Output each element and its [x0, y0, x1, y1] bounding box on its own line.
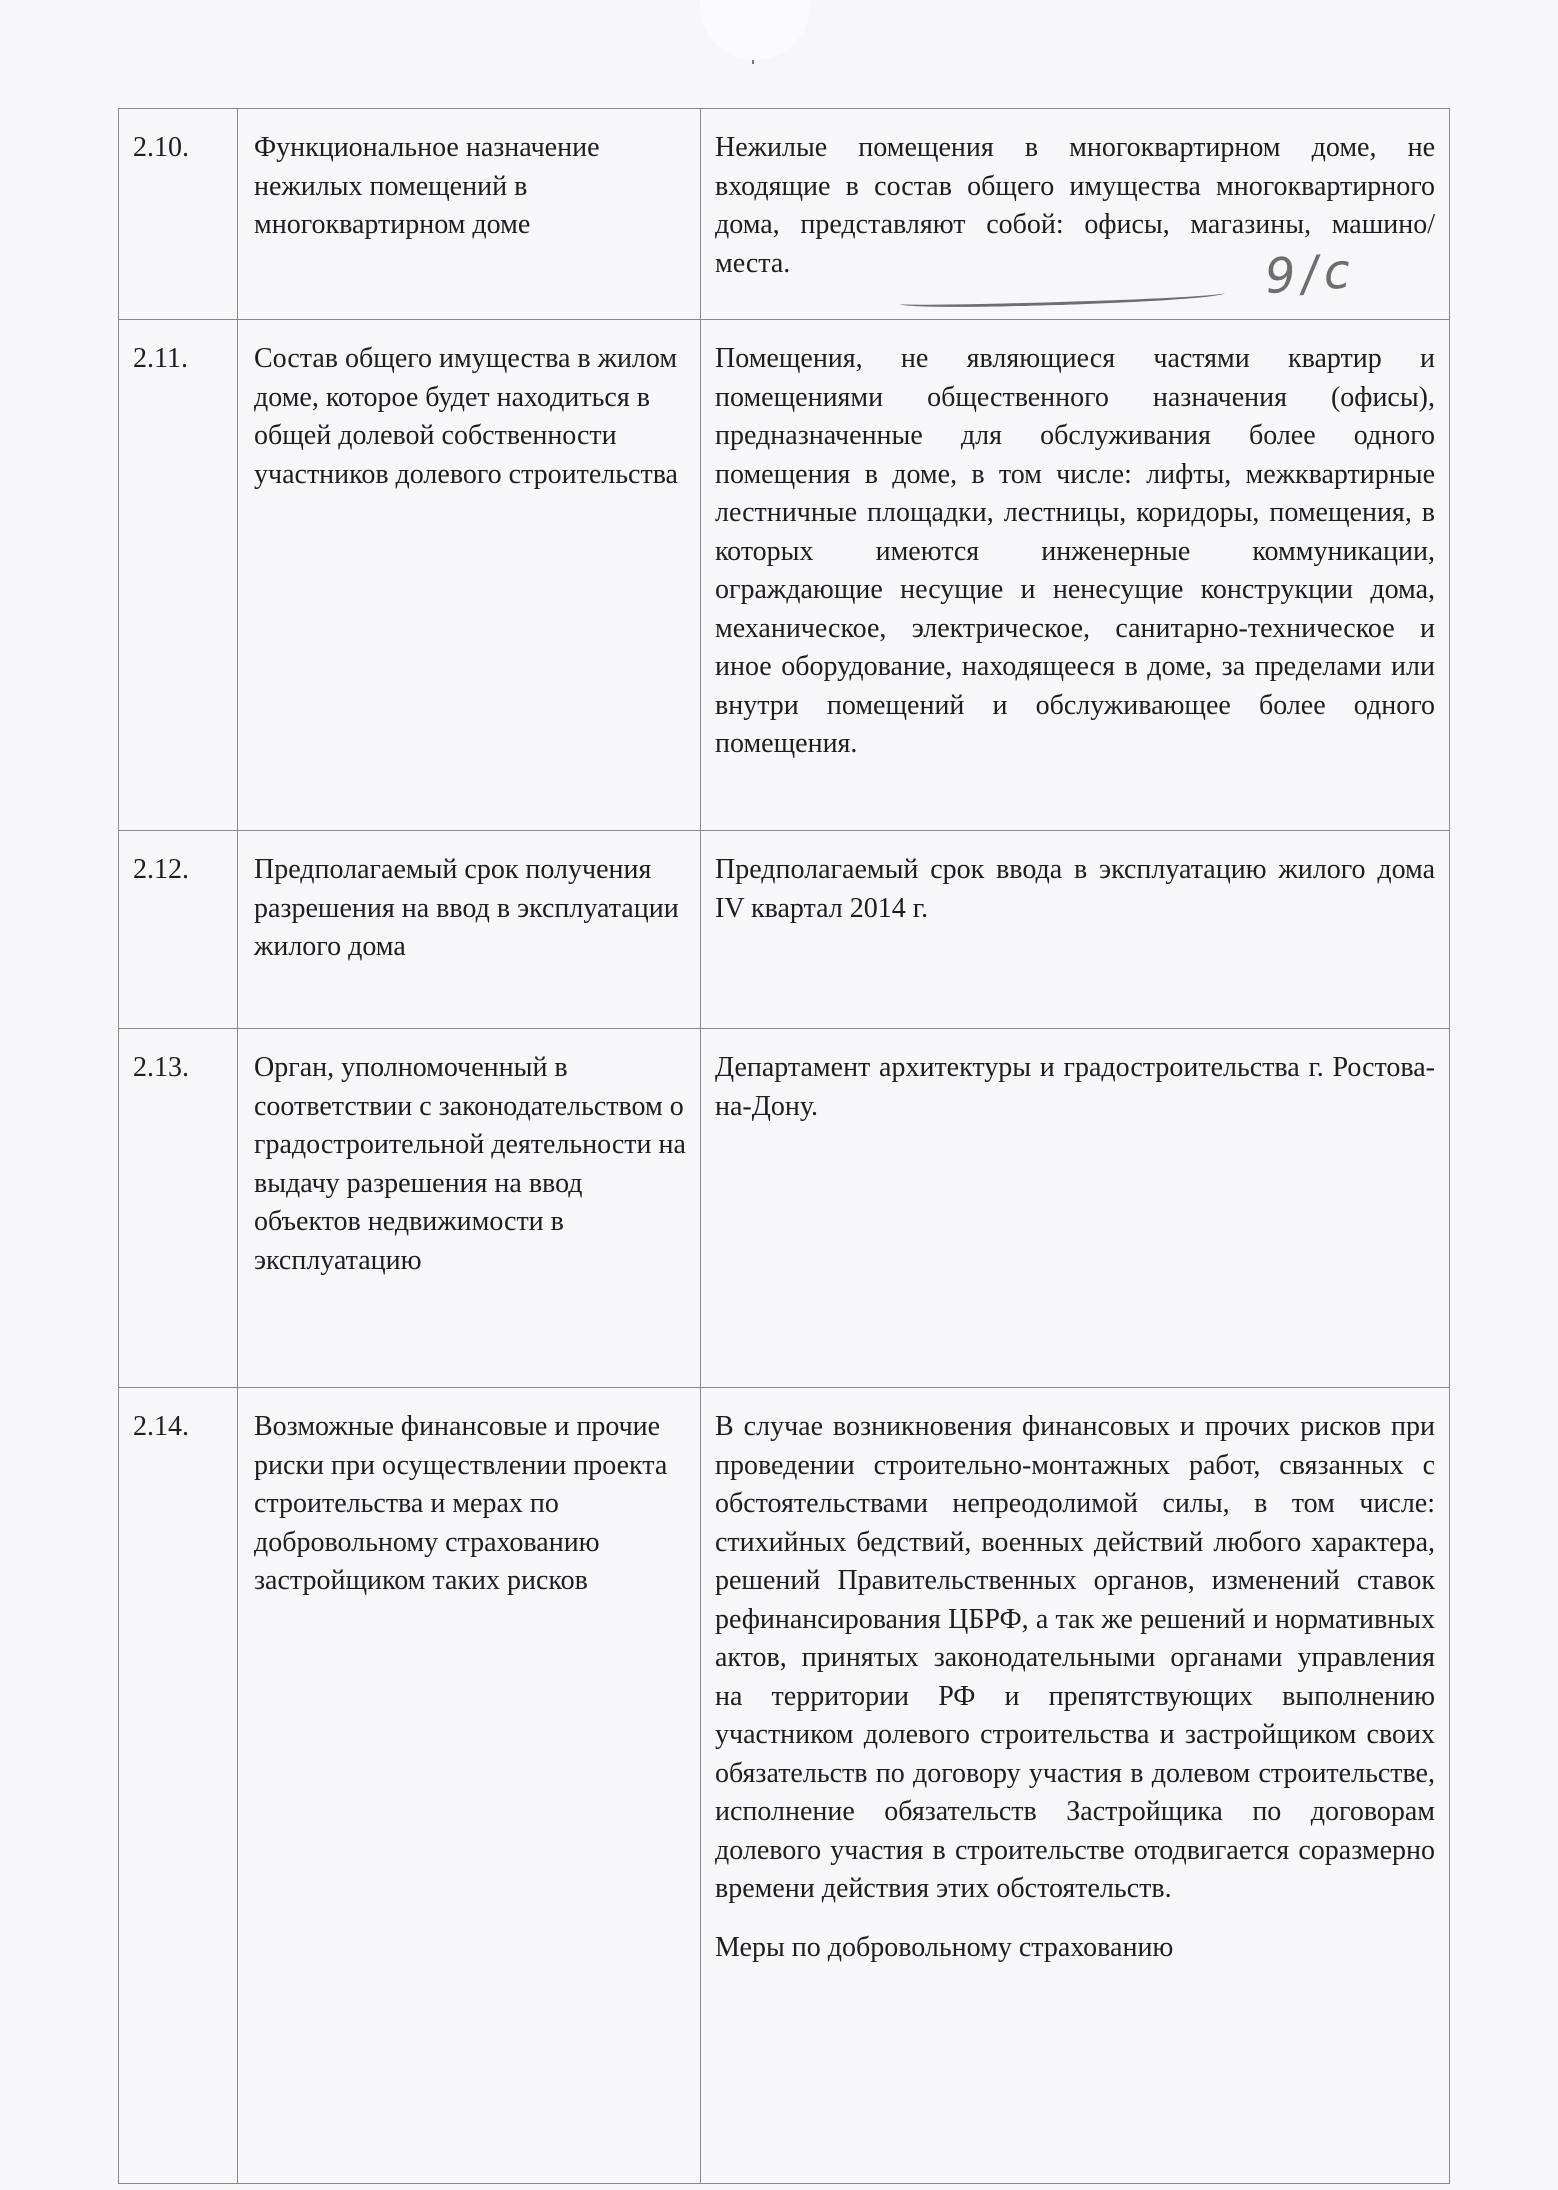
- row-value-paragraph: Нежилые помещения в многоквартирном доме, не входящие в состав общего имущества многоквартирного дома, представляют собой: офисы, магазины, машино/места.: [715, 132, 1435, 279]
- row-value: [701, 320, 1449, 764]
- table-row: [119, 831, 1450, 1029]
- row-number: 2.13.: [133, 1052, 189, 1083]
- row-value: [701, 1029, 1449, 1126]
- project-declaration-table: [118, 108, 1450, 2184]
- row-label: Возможные финансовые и прочие риски при осуществлении проекта строительства и мерах по добровольному страхованию застройщиком таких рисков: [254, 1411, 668, 1596]
- row-value: [701, 1388, 1449, 1967]
- row-value-cell: [701, 1388, 1450, 2184]
- handwritten-annotation: 9/с: [1263, 242, 1358, 306]
- row-number: 2.10.: [133, 132, 189, 163]
- row-label-cell: [238, 831, 701, 1029]
- row-number: 2.14.: [133, 1411, 189, 1442]
- scan-artifact: [700, 0, 810, 60]
- row-label-cell: [238, 109, 701, 320]
- row-value-paragraph: Меры по добровольному страхованию: [715, 1931, 1174, 1963]
- row-number-cell: [119, 320, 238, 831]
- row-number-cell: [119, 1029, 238, 1388]
- row-label: Состав общего имущества в жилом доме, которое будет находиться в общей долевой собственности участников долевого строительства: [254, 343, 678, 490]
- scan-speck: [752, 60, 754, 64]
- row-label: Орган, уполномоченный в соответствии с законодательством о градостроительной деятельности на выдачу разрешения на ввод объектов недвижимости в эксплуатацию: [254, 1052, 686, 1276]
- table-row: [119, 320, 1450, 831]
- row-number: 2.11.: [133, 343, 188, 374]
- table-row: [119, 1029, 1450, 1388]
- row-number-cell: [119, 831, 238, 1029]
- row-value-cell: [701, 831, 1450, 1029]
- row-number: 2.12.: [133, 854, 189, 885]
- table-row: [119, 1388, 1450, 2184]
- row-label-cell: [238, 1388, 701, 2184]
- row-value-paragraph: Департамент архитектуры и градостроительства г. Ростова-на-Дону.: [715, 1052, 1435, 1122]
- row-label-cell: [238, 320, 701, 831]
- row-label: Функциональное назначение нежилых помещений в многоквартирном доме: [254, 132, 600, 240]
- row-label-cell: [238, 1029, 701, 1388]
- row-value-paragraph: Помещения, не являющиеся частями квартир и помещениями общественного назначения (офисы), предназначенные для обслуживания более одного помещения в доме, в том числе: лифты, межквартирные лестничные площадки, лестницы, коридоры, помещения, в которых имеются инженерные коммуникации, ограждающие несущие и ненесущие конструкции дома, механическое, электрическое, санитарно-техническое и иное оборудование, находящееся в доме, за пределами или внутри помещений и обслуживающее более одного помещения.: [715, 343, 1435, 759]
- row-label: Предполагаемый срок получения разрешения на ввод в эксплуатации жилого дома: [254, 854, 679, 962]
- table-row: [119, 109, 1450, 320]
- row-value-paragraph: Предполагаемый срок ввода в эксплуатацию жилого дома IV квартал 2014 г.: [715, 854, 1435, 924]
- row-value-paragraph: В случае возникновения финансовых и прочих рисков при проведении строительно-монтажных работ, связанных с обстоятельствами непреодолимой силы, в том числе: стихийных бедствий, военных действий любого характера, решений Правительственных органов, изменений ставок рефинансирования ЦБРФ, а так же решений и нормативных актов, принятых законодательными органами управления на территории РФ и препятствующих выполнению участником долевого строительства и застройщиком своих обязательств по договору участия в долевом строительстве, исполнение обязательств Застройщика по договорам долевого участия в строительстве отодвигается соразмерно времени действия этих обстоятельств.: [715, 1411, 1435, 1904]
- row-value-cell: [701, 1029, 1450, 1388]
- row-number-cell: [119, 1388, 238, 2184]
- row-number-cell: [119, 109, 238, 320]
- row-value-cell: [701, 320, 1450, 831]
- row-value: [701, 831, 1449, 928]
